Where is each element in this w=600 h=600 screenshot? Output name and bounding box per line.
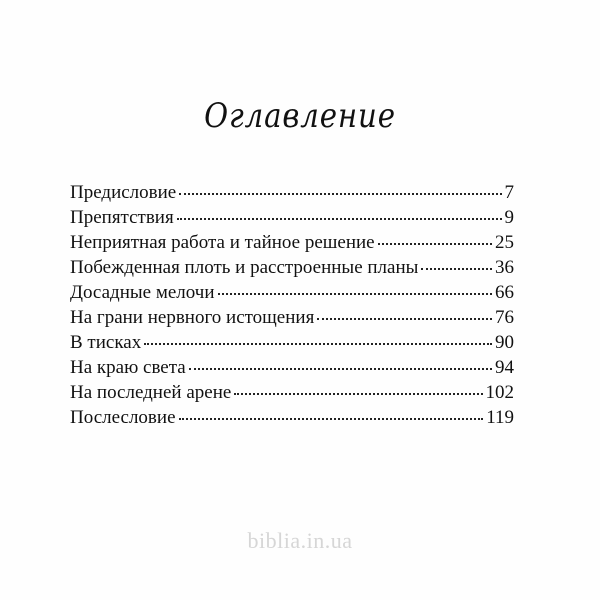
dot-leader: [179, 418, 484, 420]
toc-entry: [70, 407, 514, 432]
dot-leader: [189, 368, 492, 370]
toc-entry-page: 66: [495, 282, 514, 303]
toc-entry-title: Послесловие: [70, 407, 176, 428]
toc-entry: [70, 307, 514, 332]
toc-entry-title: Препятствия: [70, 207, 174, 228]
dot-leader: [421, 268, 492, 270]
dot-leader: [179, 193, 501, 195]
toc-entry-title: Побежденная плоть и расстроенные планы: [70, 257, 419, 278]
dot-leader: [177, 218, 502, 220]
toc-entry-page: 76: [495, 307, 514, 328]
toc-entry-page: 102: [485, 382, 514, 403]
toc-entry: [70, 382, 514, 407]
toc-entry-page: 9: [504, 207, 514, 228]
toc-entry-page: 90: [495, 332, 514, 353]
page-title: Оглавление: [204, 96, 396, 136]
toc-entry-page: 7: [504, 182, 514, 203]
toc-entry: [70, 232, 514, 257]
toc-entry-page: 36: [495, 257, 514, 278]
toc-entry-page: 25: [495, 232, 514, 253]
toc-entry: [70, 182, 514, 207]
toc-entry-title: Предисловие: [70, 182, 177, 203]
dot-leader: [218, 293, 493, 295]
toc-entry-title: На краю света: [70, 357, 186, 378]
toc-entry-title: Досадные мелочи: [70, 282, 215, 303]
table-of-contents: [70, 182, 514, 432]
toc-entry: [70, 332, 514, 357]
toc-entry-title: На последней арене: [70, 382, 232, 403]
toc-entry-title: Неприятная работа и тайное решение: [70, 232, 375, 253]
toc-entry-page: 119: [486, 407, 514, 428]
dot-leader: [378, 243, 492, 245]
dot-leader: [144, 343, 492, 345]
toc-entry: [70, 257, 514, 282]
toc-entry-title: В тисках: [70, 332, 142, 353]
toc-entry-title: На грани нервного истощения: [70, 307, 315, 328]
toc-entry: [70, 357, 514, 382]
watermark: biblia.in.ua: [247, 528, 353, 553]
dot-leader: [317, 318, 492, 320]
dot-leader: [234, 393, 482, 395]
toc-entry: [70, 207, 514, 232]
toc-entry: [70, 282, 514, 307]
toc-entry-page: 94: [495, 357, 514, 378]
